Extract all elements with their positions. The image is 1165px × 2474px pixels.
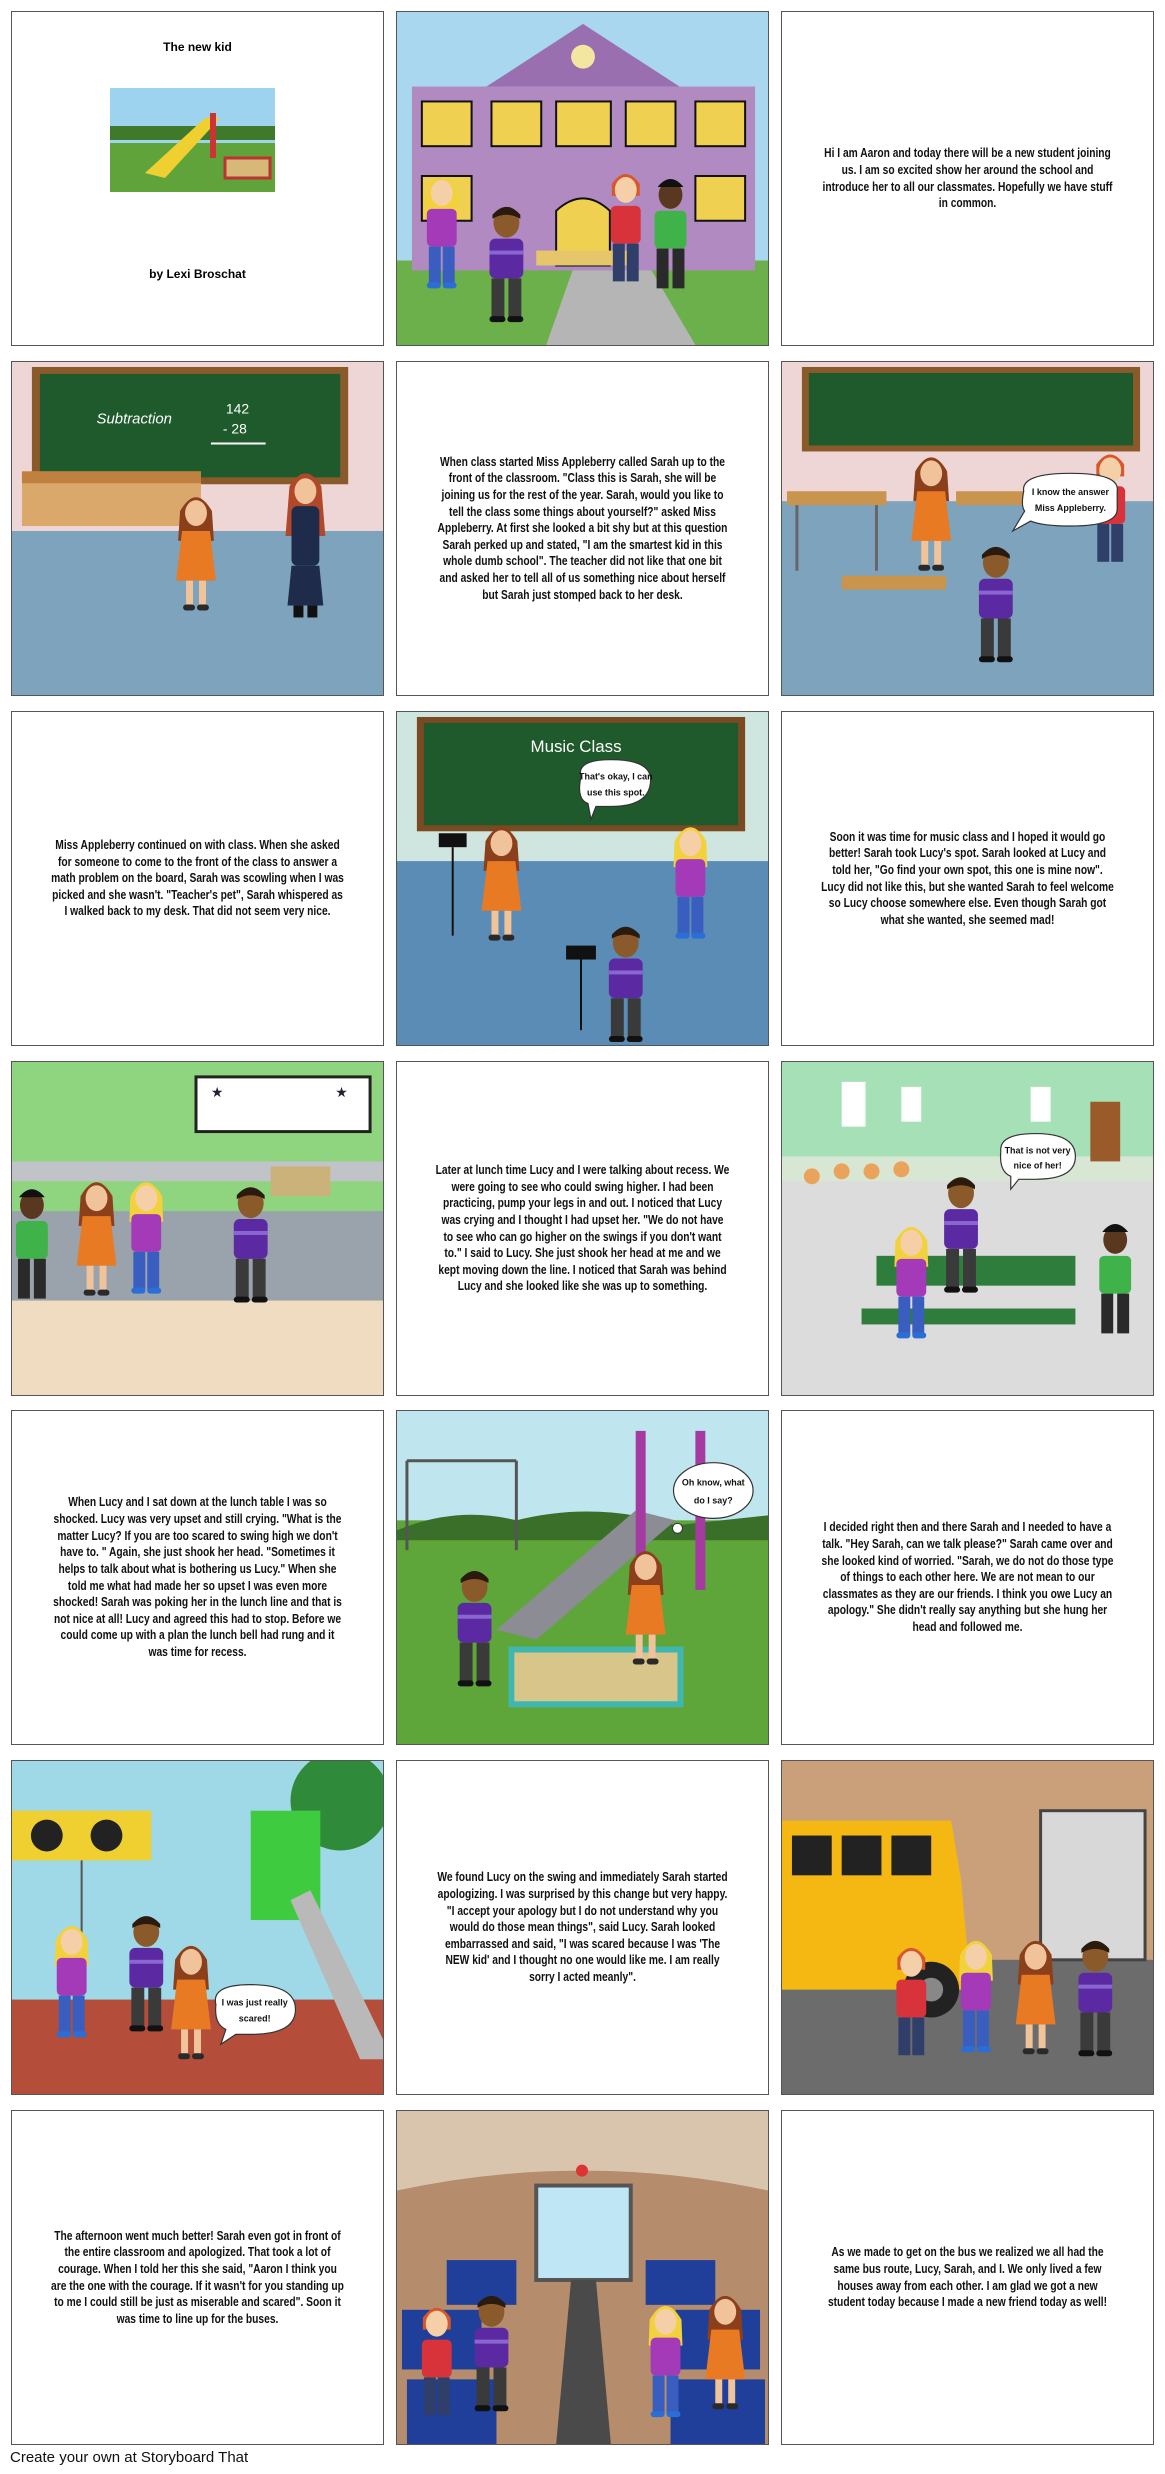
svg-text:★: ★ [335, 1083, 348, 1100]
panel-school-arrival [396, 11, 769, 346]
swing-scene [12, 1761, 383, 2094]
panel-narration-4 [781, 711, 1154, 1046]
narration-text: Hi I am Aaron and today there will be a new student joining us. I am so excited show her around the school and introduce her to all our classmates. Hopefully we have stuff in common. [822, 146, 1113, 211]
bubble-line-1: I know the answer [1031, 487, 1109, 498]
panel-bus-ride [396, 2110, 769, 2445]
panel-playground-talk [396, 1410, 769, 1745]
cafeteria-scene [782, 1062, 1153, 1395]
bubble-line-2: Miss Appleberry. [1034, 503, 1106, 514]
story-author: by Lexi Broschat [149, 267, 246, 281]
svg-text:★: ★ [210, 1083, 224, 1100]
board-bottom-number: - 28 [222, 420, 247, 437]
narration-text: We found Lucy on the swing and immediately Sarah started apologizing. I was surprised by this change but very happy. "I accept your apology but I do not understand why you would do those mean things", said Lucy. Sarah looked embarrassed and said, "I was scared because I was 'The NEW kid' and I thought no one would like me. I am really sorry I acted meanly". [437, 1870, 728, 1985]
board-top-number: 142 [225, 400, 250, 417]
narration-text: Soon it was time for music class and I hoped it would go better! Sarah took Lucy's spot. Sarah looked at Lucy and told her, "Go find your own spot, this one is mine now". Lucy did not like this, but she wanted Sarah to feel welcome so Lucy choose somewhere else. Even though Sarah got what she wanted, she seemed mad! [821, 829, 1114, 927]
panel-bus-line [781, 1760, 1154, 2095]
panel-lunch-table [781, 1061, 1154, 1396]
panel-music-class [396, 711, 769, 1046]
panel-narration-1 [781, 11, 1154, 346]
bubble-line-1: That is not very [1004, 1145, 1071, 1156]
story-title: The new kid [163, 40, 232, 54]
bus-stop-scene [782, 1761, 1153, 2094]
storyboard-footer[interactable]: Create your own at Storyboard That [10, 2449, 249, 2466]
music-scene [397, 712, 768, 1045]
panel-swing-apology [11, 1760, 384, 2095]
panel-narration-5 [396, 1061, 769, 1396]
panel-narration-10 [781, 2110, 1154, 2445]
narration-text: When class started Miss Appleberry called Sarah up to the front of the classroom. "Class this is Sarah, she will be joining us for the rest of the year. Sarah, would you like to tell the class some things about yourself?" asked Miss Appleberry. At first she looked a bit shy but at this question Sarah perked up and stated, "I am the smartest kid in this whole dumb school". The teacher did not like that one bit and asked her to tell all of us something nice about herself but Sarah just stomped back to her desk. [437, 454, 728, 602]
bubble-line-1: That's okay, I can [579, 771, 653, 782]
panel-classroom-answer [781, 361, 1154, 696]
panel-narration-3 [11, 711, 384, 1046]
panel-narration-7 [781, 1410, 1154, 1745]
panel-narration-9 [11, 2110, 384, 2445]
classroom-scene [12, 362, 383, 695]
bubble-line-1: I was just really [221, 1997, 288, 2008]
board-subject: Subtraction [96, 411, 172, 428]
lunch-line-scene [12, 1062, 383, 1395]
narration-text: I decided right then and there Sarah and I needed to have a talk. "Hey Sarah, can we talk please?" Sarah came over and she looked kind of worried. "Sarah, we do not do those type of things to each other here. We are not mean to our classmates as they are our friends. I think you owe Lucy an apology." She didn't really say anything but she hung her head and followed me. [821, 1520, 1114, 1635]
panel-lunch-line [11, 1061, 384, 1396]
narration-text: The afternoon went much better! Sarah even got in front of the entire classroom and apologized. That took a lot of courage. When I told her this she said, "Aaron I think you are the one with the courage. If it wasn't for you standing up to me I could still be just as miserable and scared". Soon it was time to line up for the buses. [51, 2228, 344, 2326]
narration-text: Later at lunch time Lucy and I were talking about recess. We were going to see who could swing higher. I had been practicing, pump your legs in and out. I noticed that Lucy was crying and I thought I had upset her. "We do not have to see who can go higher on the swings if you don't want to." I said to Lucy. She just shook her head at me and we kept moving down the line. I noticed that Sarah was behind Lucy and she looked like she was up to something. [435, 1163, 730, 1294]
bus-interior-scene [397, 2111, 768, 2444]
panel-title [11, 11, 384, 346]
music-board-title: Music Class [530, 736, 622, 756]
classroom-desks-scene [782, 362, 1153, 695]
narration-text: Miss Appleberry continued on with class. When she asked for someone to come to the front of the class to answer a math problem on the board, Sarah was scowling when I was picked and she wasn't. "Teacher's pet", Sarah whispered as I walked back to my desk. That did not seem very nice. [51, 837, 344, 919]
playground-picture [110, 88, 275, 192]
bubble-line-2: scared! [238, 2013, 271, 2024]
thought-bubble [674, 1463, 754, 1519]
playground-scene [397, 1411, 768, 1744]
bubble-line-1: Oh know, what [681, 1477, 745, 1488]
narration-text: When Lucy and I sat down at the lunch table I was so shocked. Lucy was very upset and still crying. "What is the matter Lucy? If you are too scared to swing high we don't have to. " Again, she just shook her head. "Sometimes it helps to talk about what is bothering us Lucy." When she told me what had made her so upset I was even more shocked! Sarah was poking her in the lunch line and that is not nice at all! Lucy and agreed this had to stop. Before we could come up with a plan the lunch bell had rung and it was time for recess. [53, 1495, 342, 1659]
panel-classroom-intro [11, 361, 384, 696]
bubble-line-2: do I say? [693, 1495, 733, 1506]
panel-narration-8 [396, 1760, 769, 2095]
bubble-line-2: use this spot. [587, 787, 645, 798]
narration-text: As we made to get on the bus we realized we all had the same bus route, Lucy, Sarah, and I. We only lived a few houses away from each other. I am glad we got a new student today because I made a new friend today as well! [827, 2245, 1108, 2310]
bubble-line-2: nice of her! [1013, 1160, 1062, 1171]
panel-narration-2 [396, 361, 769, 696]
school-scene [397, 12, 768, 345]
panel-narration-6 [11, 1410, 384, 1745]
